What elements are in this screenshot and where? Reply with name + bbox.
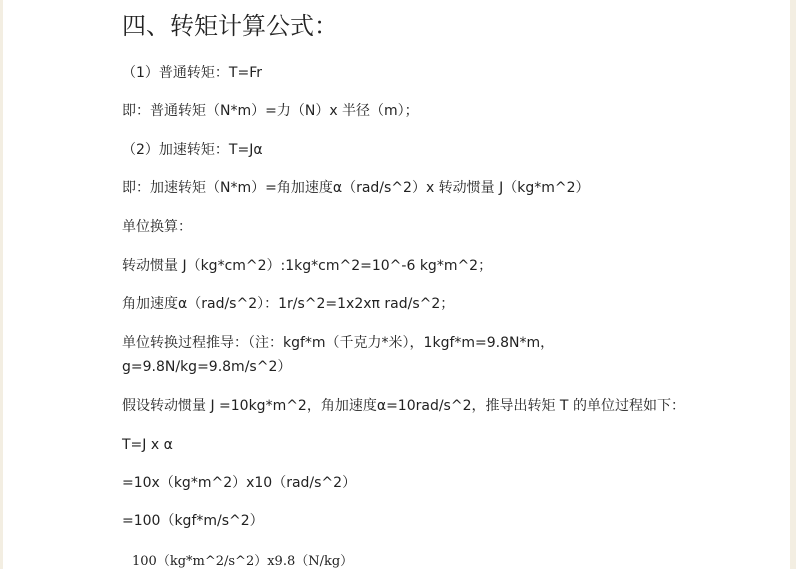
acceleration-torque-explanation: 即：加速转矩（N*m）=角加速度α（rad/s^2）x 转动惯量 J（kg*m^2） [122,180,590,196]
derivation-step-3: =100（kgf*m/s^2） [122,513,264,529]
formula-normal-torque: （1）普通转矩：T=Fr [122,65,262,81]
page-right-edge [790,0,796,569]
derivation-note-line-1: 单位转换过程推导：（注：kgf*m（千克力*米），1kgf*m=9.8N*m， [122,335,555,351]
normal-torque-explanation: 即：普通转矩（N*m）=力（N）x 半径（m）； [122,103,419,119]
derivation-step-1: T=J x α [122,437,173,453]
derivation-step-4: 100（kg*m^2/s^2）x9.8（N/kg） [132,554,354,569]
assumption-statement: 假设转动惯量 J =10kg*m^2，角加速度α=10rad/s^2，推导出转矩 T 的单位过程如下： [122,398,685,414]
inertia-unit-conversion: 转动惯量 J（kg*cm^2）:1kg*cm^2=10^-6 kg*m^2； [122,258,493,274]
unit-conversion-label: 单位换算： [122,219,192,235]
section-heading: 四、转矩计算公式： [122,12,338,40]
derivation-note-line-2: g=9.8N/kg=9.8m/s^2） [122,359,292,375]
angular-acceleration-unit-conversion: 角加速度α（rad/s^2）：1r/s^2=1x2xπ rad/s^2； [122,296,455,312]
derivation-step-2: =10x（kg*m^2）x10（rad/s^2） [122,475,357,491]
formula-acceleration-torque: （2）加速转矩：T=Jα [122,142,263,158]
page-left-edge [0,0,3,569]
